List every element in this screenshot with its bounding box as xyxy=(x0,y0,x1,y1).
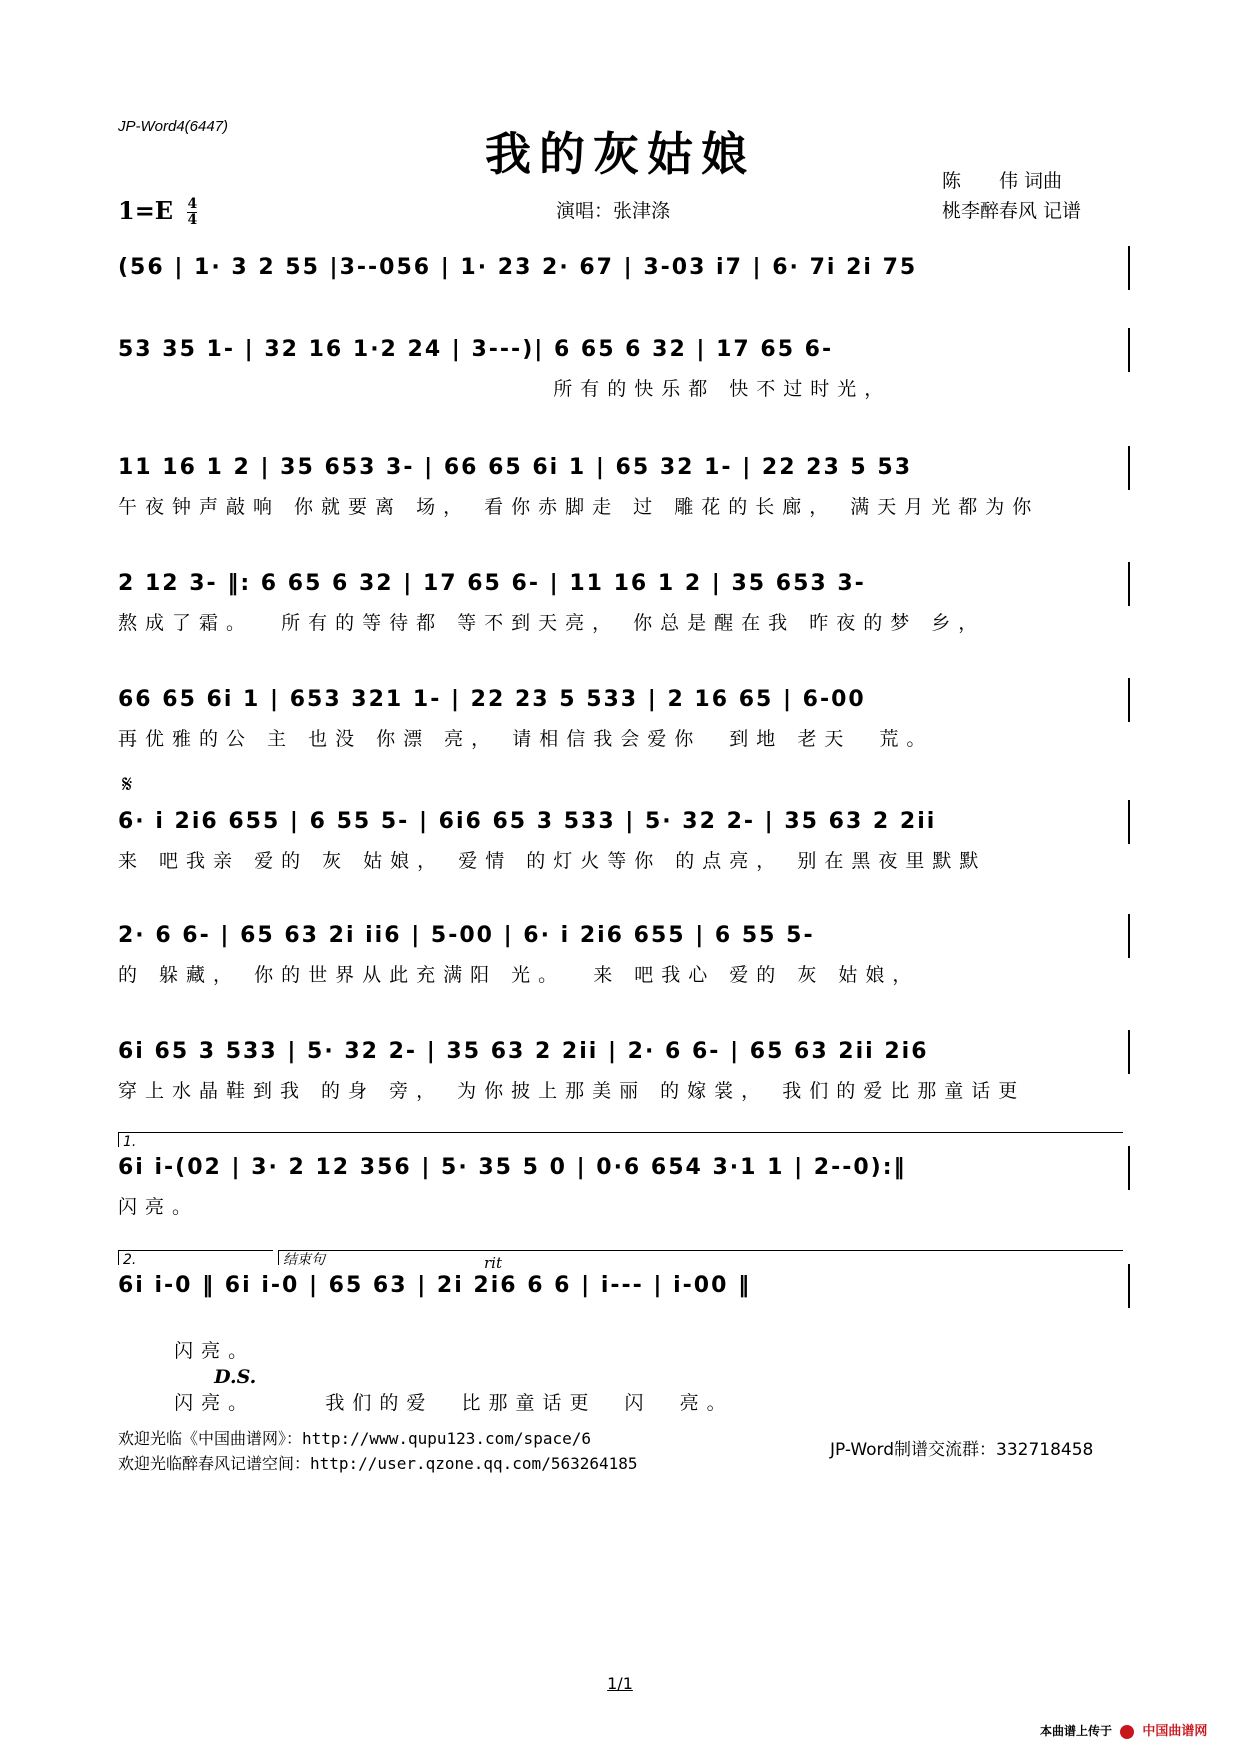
volta-bracket-1: 1. xyxy=(118,1132,1123,1147)
footer-links xyxy=(118,1426,638,1476)
page-number-text: 1/1 xyxy=(607,1674,633,1693)
segno-icon: 𝄋 xyxy=(122,770,133,798)
lyricist-composer: 陈 伟 词曲 xyxy=(942,170,1063,192)
source-label: JP-Word4(6447) xyxy=(118,118,229,135)
notes-line: (56 | 1· 3 2 55 |3--056 | 1· 23 2· 67 | 3-03 i7 | 6· 7i 2i 75 xyxy=(118,246,1130,290)
notes-line: 6· i 2i6 655 | 6 55 5- | 6i6 65 3 533 | 5· 32 2- | 35 63 2 2ii xyxy=(118,800,1130,844)
notes-line: 6i i-(02 | 3· 2 12 356 | 5· 35 5 0 | 0·6 654 3·1 1 | 2--0):‖ xyxy=(118,1146,1130,1190)
lyrics-line: 午夜钟声敲响 你就要离 场， 看你赤脚走 过 雕花的长廊， 满天月光都为你 xyxy=(118,496,1040,518)
notes-line: 6i i-0 ‖ 6i i-0 | 65 63 | 2i 2i6 6 6 | i--- | i-00 ‖ xyxy=(118,1264,1130,1308)
notes-line: 53 35 1- | 32 16 1·2 24 | 3---)| 6 65 6 32 | 17 65 6- xyxy=(118,328,1130,372)
footer-link-2[interactable]: 欢迎光临醉春风记谱空间：http://user.qzone.qq.com/563264185 xyxy=(118,1454,638,1473)
lyrics-line: 熬成了霜。 所有的等待都 等不到天亮， 你总是醒在我 昨夜的梦 乡， xyxy=(118,612,986,634)
footer-group: JP-Word制谱交流群：332718458 xyxy=(830,1440,1094,1460)
key-text: 1=E xyxy=(118,196,174,225)
upload-text: 本曲谱上传于 xyxy=(1040,1724,1113,1738)
lyrics-first-ending: 闪亮。 xyxy=(174,1340,256,1362)
lyrics-line: 再优雅的公 主 也没 你漂 亮， 请相信我会爱你 到地 老天 荒。 xyxy=(118,728,934,750)
key-signature xyxy=(118,196,197,228)
lyrics-line: 的 躲藏， 你的世界从此充满阳 光。 来 吧我心 爱的 灰 姑娘， xyxy=(118,964,920,986)
site-brand: 中国曲谱网 xyxy=(1142,1724,1208,1739)
lyrics-line: 所有的快乐都 快不过时光， xyxy=(118,378,892,400)
site-logo-icon xyxy=(1120,1725,1134,1739)
lyrics-line: 来 吧我亲 爱的 灰 姑娘， 爱情 的灯火等你 的点亮， 别在黑夜里默默 xyxy=(118,850,987,872)
notes-line: 2 12 3- ‖: 6 65 6 32 | 17 65 6- | 11 16 1 2 | 35 653 3- xyxy=(118,562,1130,606)
lyrics-line: 穿上水晶鞋到我 的身 旁， 为你披上那美丽 的嫁裳， 我们的爱比那童话更 xyxy=(118,1080,1026,1102)
time-top: 4 xyxy=(187,196,198,212)
time-signature xyxy=(187,197,197,228)
notes-line: 6i 65 3 533 | 5· 32 2- | 35 63 2 2ii | 2· 6 6- | 65 63 2ii 2i6 xyxy=(118,1030,1130,1074)
lyrics-line xyxy=(118,1312,1128,1442)
page-number xyxy=(0,1674,1240,1693)
ending-bracket: 结束句 xyxy=(278,1250,1123,1265)
notes-line: 66 65 6i 1 | 653 321 1- | 22 23 5 533 | 2 16 65 | 6-00 xyxy=(118,678,1130,722)
upload-badge xyxy=(1040,1720,1207,1739)
notes-line: 11 16 1 2 | 35 653 3- | 66 65 6i 1 | 65 32 1- | 22 23 5 53 xyxy=(118,446,1130,490)
song-title: 我的灰姑娘 xyxy=(485,127,755,181)
lyrics-line: 闪亮。 xyxy=(118,1196,200,1218)
singer: 演唱：张津涤 xyxy=(556,200,671,222)
time-bottom: 4 xyxy=(187,212,198,228)
notes-line: 2· 6 6- | 65 63 2i ii6 | 5-00 | 6· i 2i6 655 | 6 55 5- xyxy=(118,914,1130,958)
tempo-mark: rit xyxy=(484,1254,502,1272)
lyrics-ending: 闪亮。 我们的爱 比那童话更 闪 亮。 xyxy=(174,1392,734,1414)
transcriber: 桃李醉春风 记谱 xyxy=(942,200,1082,222)
footer-link-1[interactable]: 欢迎光临《中国曲谱网》：http://www.qupu123.com/space/6 xyxy=(118,1429,591,1448)
ds-mark: D.S. xyxy=(214,1366,257,1388)
volta-bracket-2: 2. xyxy=(118,1250,273,1265)
